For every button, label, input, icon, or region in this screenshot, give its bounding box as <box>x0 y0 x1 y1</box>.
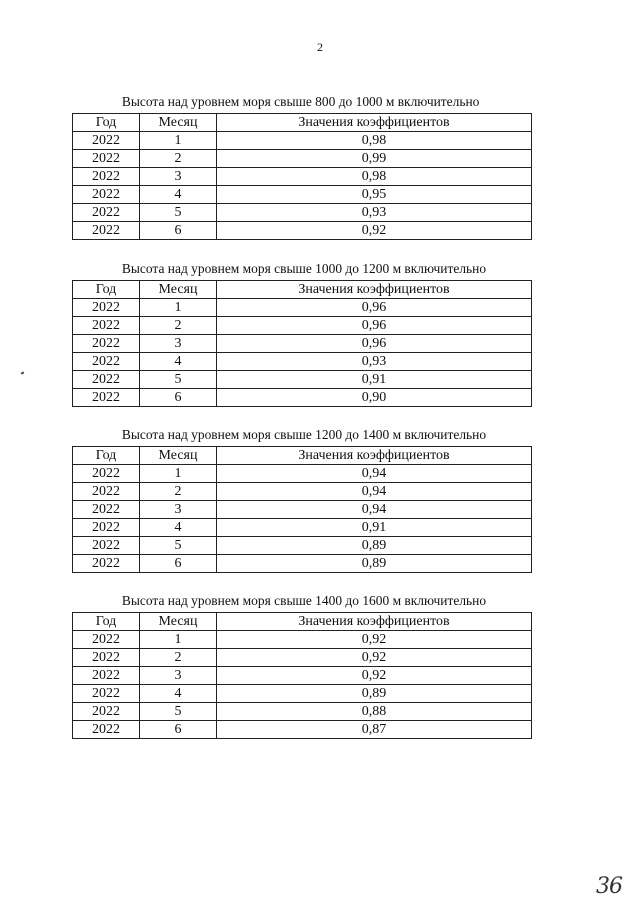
header-month: Месяц <box>140 613 217 631</box>
cell-year: 2022 <box>73 465 140 483</box>
cell-value: 0,93 <box>217 204 532 222</box>
cell-month: 4 <box>140 519 217 537</box>
header-value: Значения коэффициентов <box>217 613 532 631</box>
cell-month: 5 <box>140 537 217 555</box>
coefficient-table-block <box>72 262 532 407</box>
table-caption: Высота над уровнем моря свыше 1000 до 1200 м включительно <box>121 262 487 277</box>
cell-year: 2022 <box>73 537 140 555</box>
cell-year: 2022 <box>73 204 140 222</box>
cell-month: 5 <box>140 204 217 222</box>
cell-value: 0,94 <box>217 465 532 483</box>
cell-value: 0,94 <box>217 501 532 519</box>
header-value: Значения коэффициентов <box>217 281 532 299</box>
table-row <box>73 501 532 519</box>
table-row <box>73 353 532 371</box>
coefficient-table <box>72 612 532 739</box>
cell-value: 0,92 <box>217 649 532 667</box>
cell-month: 3 <box>140 501 217 519</box>
cell-month: 3 <box>140 667 217 685</box>
cell-year: 2022 <box>73 685 140 703</box>
cell-month: 5 <box>140 371 217 389</box>
table-row <box>73 389 532 407</box>
cell-year: 2022 <box>73 353 140 371</box>
cell-year: 2022 <box>73 483 140 501</box>
table-row <box>73 222 532 240</box>
table-row <box>73 537 532 555</box>
table-row <box>73 685 532 703</box>
cell-month: 2 <box>140 649 217 667</box>
cell-value: 0,99 <box>217 150 532 168</box>
coefficient-table <box>72 280 532 407</box>
table-row <box>73 667 532 685</box>
table-row <box>73 555 532 573</box>
table-header-row <box>73 613 532 631</box>
cell-year: 2022 <box>73 132 140 150</box>
cell-value: 0,88 <box>217 703 532 721</box>
header-month: Месяц <box>140 281 217 299</box>
cell-value: 0,91 <box>217 371 532 389</box>
cell-value: 0,98 <box>217 168 532 186</box>
table-row <box>73 150 532 168</box>
cell-month: 3 <box>140 335 217 353</box>
header-month: Месяц <box>140 447 217 465</box>
cell-month: 1 <box>140 132 217 150</box>
cell-month: 6 <box>140 222 217 240</box>
cell-value: 0,94 <box>217 483 532 501</box>
table-row <box>73 371 532 389</box>
cell-value: 0,89 <box>217 537 532 555</box>
coefficient-table-block <box>72 95 532 240</box>
cell-year: 2022 <box>73 371 140 389</box>
header-month: Месяц <box>140 114 217 132</box>
table-row <box>73 168 532 186</box>
coefficient-table <box>72 446 532 573</box>
header-year: Год <box>73 613 140 631</box>
cell-value: 0,91 <box>217 519 532 537</box>
coefficient-table <box>72 113 532 240</box>
table-row <box>73 465 532 483</box>
table-row <box>73 703 532 721</box>
cell-year: 2022 <box>73 703 140 721</box>
table-row <box>73 483 532 501</box>
cell-value: 0,90 <box>217 389 532 407</box>
cell-month: 4 <box>140 353 217 371</box>
header-year: Год <box>73 114 140 132</box>
table-row <box>73 317 532 335</box>
cell-year: 2022 <box>73 667 140 685</box>
handwritten-page-mark: 36 <box>596 874 622 899</box>
table-header-row <box>73 114 532 132</box>
cell-value: 0,95 <box>217 186 532 204</box>
table-row <box>73 519 532 537</box>
cell-month: 4 <box>140 685 217 703</box>
cell-year: 2022 <box>73 721 140 739</box>
table-caption: Высота над уровнем моря свыше 1200 до 1400 м включительно <box>121 428 487 443</box>
cell-value: 0,89 <box>217 685 532 703</box>
cell-value: 0,96 <box>217 317 532 335</box>
cell-month: 6 <box>140 721 217 739</box>
cell-month: 6 <box>140 555 217 573</box>
cell-month: 1 <box>140 631 217 649</box>
coefficient-table-block <box>72 428 532 573</box>
cell-value: 0,98 <box>217 132 532 150</box>
coefficient-table-block <box>72 594 532 739</box>
stray-scan-mark <box>21 371 25 374</box>
cell-month: 5 <box>140 703 217 721</box>
cell-month: 6 <box>140 389 217 407</box>
cell-year: 2022 <box>73 150 140 168</box>
table-header-row <box>73 447 532 465</box>
cell-value: 0,87 <box>217 721 532 739</box>
cell-year: 2022 <box>73 186 140 204</box>
cell-year: 2022 <box>73 317 140 335</box>
cell-month: 1 <box>140 299 217 317</box>
page-number: 2 <box>317 40 323 54</box>
cell-value: 0,92 <box>217 667 532 685</box>
cell-value: 0,93 <box>217 353 532 371</box>
cell-month: 2 <box>140 317 217 335</box>
cell-year: 2022 <box>73 555 140 573</box>
header-value: Значения коэффициентов <box>217 114 532 132</box>
header-year: Год <box>73 447 140 465</box>
cell-value: 0,96 <box>217 299 532 317</box>
table-row <box>73 335 532 353</box>
cell-month: 2 <box>140 483 217 501</box>
table-caption: Высота над уровнем моря свыше 800 до 1000 м включительно <box>121 95 480 110</box>
table-row <box>73 631 532 649</box>
cell-year: 2022 <box>73 649 140 667</box>
cell-year: 2022 <box>73 168 140 186</box>
cell-month: 4 <box>140 186 217 204</box>
cell-year: 2022 <box>73 389 140 407</box>
table-caption: Высота над уровнем моря свыше 1400 до 1600 м включительно <box>121 594 487 609</box>
cell-year: 2022 <box>73 501 140 519</box>
cell-value: 0,96 <box>217 335 532 353</box>
table-row <box>73 299 532 317</box>
cell-month: 1 <box>140 465 217 483</box>
cell-year: 2022 <box>73 299 140 317</box>
table-header-row <box>73 281 532 299</box>
cell-year: 2022 <box>73 222 140 240</box>
table-row <box>73 132 532 150</box>
header-year: Год <box>73 281 140 299</box>
cell-year: 2022 <box>73 519 140 537</box>
header-value: Значения коэффициентов <box>217 447 532 465</box>
table-row <box>73 649 532 667</box>
table-row <box>73 186 532 204</box>
cell-value: 0,92 <box>217 222 532 240</box>
cell-year: 2022 <box>73 335 140 353</box>
cell-year: 2022 <box>73 631 140 649</box>
cell-month: 2 <box>140 150 217 168</box>
table-row <box>73 204 532 222</box>
cell-value: 0,92 <box>217 631 532 649</box>
table-row <box>73 721 532 739</box>
cell-value: 0,89 <box>217 555 532 573</box>
cell-month: 3 <box>140 168 217 186</box>
